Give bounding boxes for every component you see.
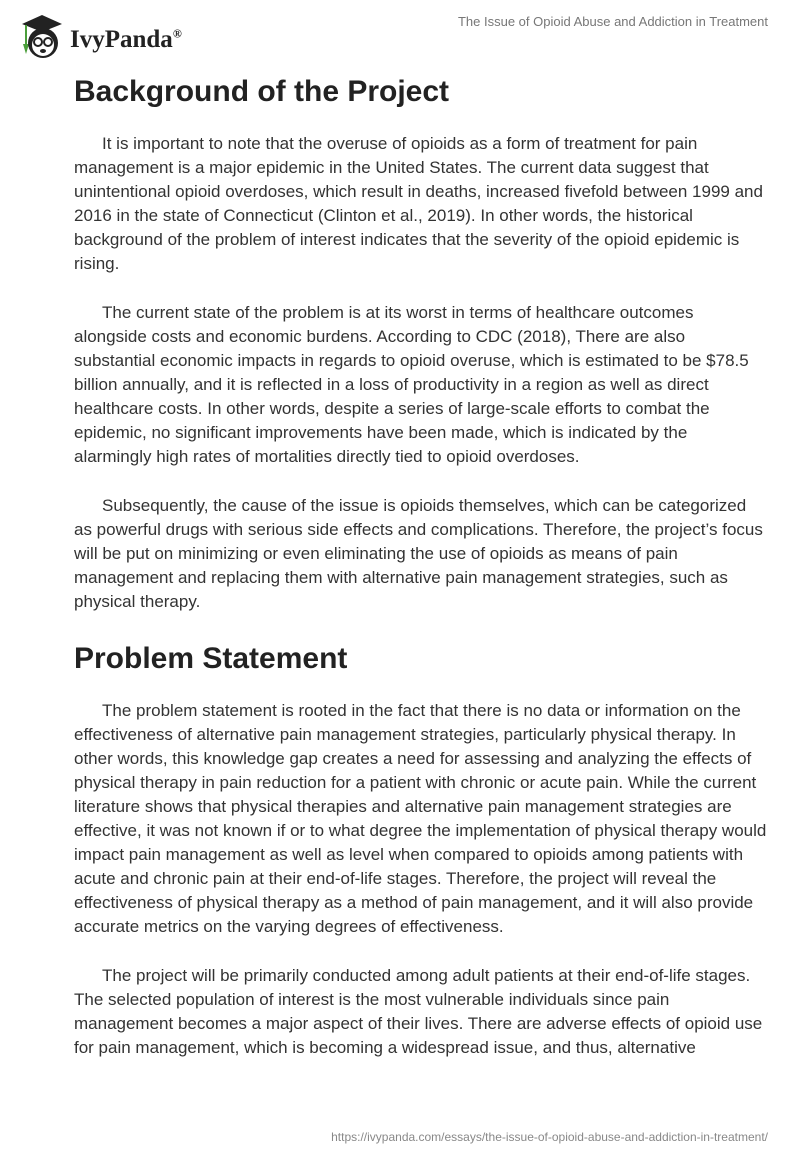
- section-heading: Problem Statement: [74, 642, 348, 675]
- essay-content: [74, 70, 768, 1085]
- paragraph: The project will be primarily conducted among adult patients at their end-of-life stages. The selected population of interest is the most vulnerable individuals since pain management becomes a major aspect of their lives. There are adverse effects of opioid use for pain management, which is becoming a widespread issue, and thus, alternative: [74, 966, 763, 1057]
- document-title: The Issue of Opioid Abuse and Addiction in Treatment: [457, 14, 768, 29]
- ivypanda-logo[interactable]: [18, 12, 182, 60]
- paragraph: Subsequently, the cause of the issue is opioids themselves, which can be categorized as powerful drugs with serious side effects and complications. Therefore, the project’s focus will be put on minimizing or even eliminating the use of opioids as means of pain management and replacing them with alternative pain management strategies, such as physical therapy.: [74, 496, 763, 611]
- paragraph: The current state of the problem is at its worst in terms of healthcare outcomes alongside costs and economic burdens. According to CDC (2018), There are also substantial economic impacts in regards to opioid overuse, which is estimated to be $78.5 billion annually, and it is reflected in a loss of productivity in a region as well as direct healthcare costs. In other words, despite a series of large-scale efforts to combat the epidemic, no significant improvements have been made, which is indicated by the alarmingly high rates of mortalities directly tied to opioid overdoses.: [74, 303, 749, 466]
- page-header: [0, 0, 800, 60]
- panda-logo-icon: [18, 12, 64, 60]
- logo-text: IvyPanda: [70, 26, 173, 53]
- paragraph: It is important to note that the overuse of opioids as a form of treatment for pain management is a major epidemic in the United States. The current data suggest that unintentional opioid overdoses, which result in deaths, increased fivefold between 1999 and 2016 in the state of Connecticut (Clinton et al., 2019). In other words, the historical background of the problem of interest indicates that the severity of the opioid epidemic is rising.: [74, 134, 763, 273]
- registered-mark: ®: [172, 26, 182, 41]
- paragraph: The problem statement is rooted in the fact that there is no data or information on the effectiveness of alternative pain management strategies, particularly physical therapy. In other words, this knowledge gap creates a need for assessing and analyzing the effects of physical therapy in pain reduction for a patient with chronic or acute pain. While the current literature shows that physical therapies and alternative pain management strategies are effective, it was not known if or to what degree the implementation of physical therapy would impact pain management as well as level when compared to opioids among patients with acute and chronic pain at their end-of-life stages. Therefore, the project will reveal the effectiveness of physical therapy as a method of pain management, and it will also provide accurate metrics on the varying degrees of effectiveness.: [74, 701, 767, 936]
- section-heading: Background of the Project: [74, 75, 450, 108]
- source-url[interactable]: https://ivypanda.com/essays/the-issue-of-opioid-abuse-and-addiction-in-treatment/: [331, 1130, 768, 1144]
